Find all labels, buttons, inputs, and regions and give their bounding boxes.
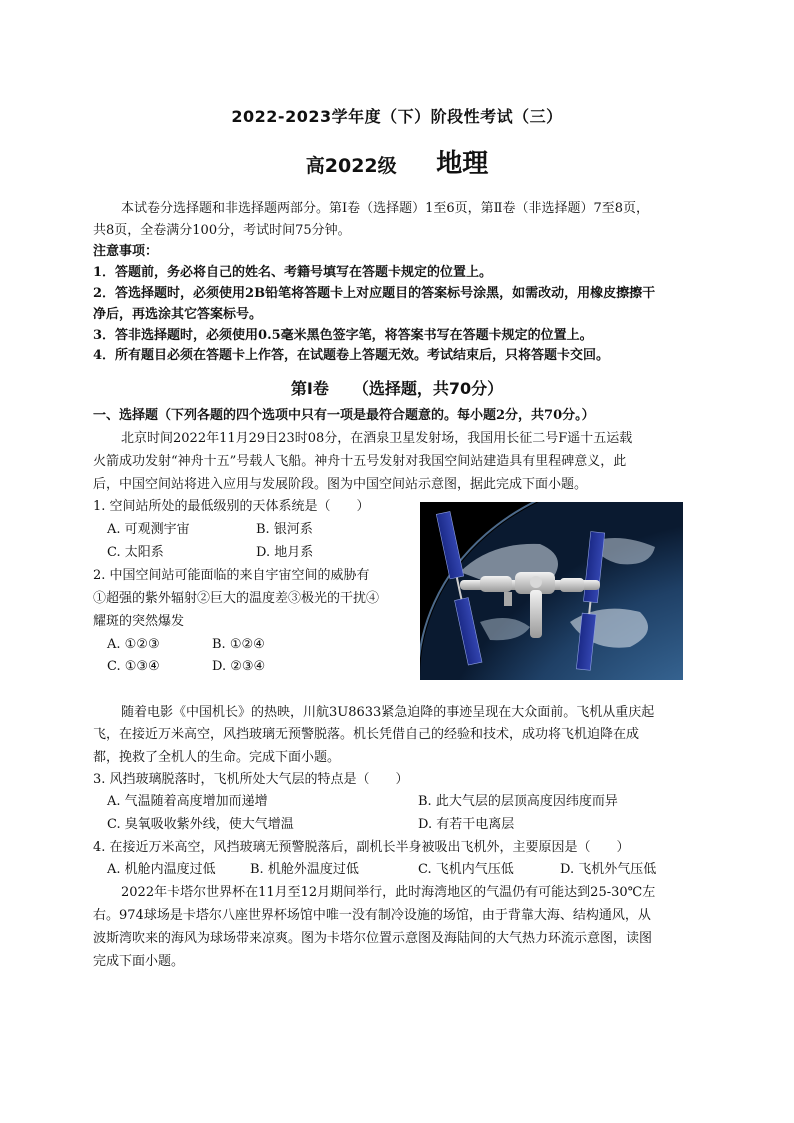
section-instructions: 一、选择题（下列各题的四个选项中只有一项是最符合题意的。每小题2分，共70分。） [93,408,595,423]
q4-option-c: C. 飞机内气压低 [418,862,514,877]
q2-stem: 2. 中国空间站可能面临的来自宇宙空间的威胁有 [93,568,370,583]
notes-item-2b: 净后，再选涂其它答案标号。 [93,307,263,322]
passage2-line-3: 都，挽救了全机人的生命。完成下面小题。 [93,750,341,765]
q3-option-c: C. 臭氧吸收紫外线，使大气增温 [107,817,294,832]
notes-item-2a: 2．答选择题时，必须使用2B铅笔将答题卡上对应题目的答案标号涂黑，如需改动，用橡皮擦擦干 [93,286,656,301]
passage1-line-2: 火箭成功发射“神舟十五”号载人飞船。神舟十五号发射对我国空间站建造具有里程碑意义，此 [93,454,627,469]
notes-item-4: 4．所有题目必须在答题卡上作答，在试题卷上答题无效。考试结束后，只将答题卡交回。 [93,348,610,363]
passage3-line-2: 右。974球场是卡塔尔八座世界杯场馆中唯一没有制冷设施的场馆，由于背靠大海、结构通风，从 [93,908,651,923]
q3-option-d: D. 有若干电离层 [418,817,515,832]
intro-line-2: 共8页，全卷满分100分，考试时间75分钟。 [93,223,351,238]
q2-option-b: B. ①②④ [212,637,265,652]
q2-line-3: 耀斑的突然爆发 [93,614,185,629]
q4-option-b: B. 机舱外温度过低 [250,862,359,877]
q3-option-b: B. 此大气层的层顶高度因纬度而异 [418,794,618,809]
exam-subtitle [0,143,794,180]
passage2-line-2: 飞，在接近万米高空，风挡玻璃无预警脱落。机长凭借自己的经验和技术，成功将飞机迫降在成 [93,727,640,742]
passage3-line-1: 2022年卡塔尔世界杯在11月至12月期间举行，此时海湾地区的气温仍有可能达到25-30℃左 [121,885,656,900]
passage1-line-1: 北京时间2022年11月29日23时08分，在酒泉卫星发射场，我国用长征二号F遥十五运载 [121,431,633,446]
passage1-line-3: 后，中国空间站将进入应用与发展阶段。图为中国空间站示意图，据此完成下面小题。 [93,477,588,492]
q3-stem: 3. 风挡玻璃脱落时，飞机所处大气层的特点是（ ） [93,772,409,787]
q4-option-d: D. 飞机外气压低 [560,862,657,877]
intro-line-1: 本试卷分选择题和非选择题两部分。第Ⅰ卷（选择题）1至6页，第Ⅱ卷（非选择题）7至8页， [121,201,650,216]
section-title: 第Ⅰ卷 （选择题，共70分） [290,379,504,398]
passage3-line-4: 完成下面小题。 [93,954,185,969]
q2-option-d: D. ②③④ [212,659,266,674]
q1-stem: 1. 空间站所处的最低级别的天体系统是（ ） [93,499,370,514]
space-station-photo [420,502,683,680]
exam-title: 2022-2023学年度（下）阶段性考试（三） [231,107,563,126]
notes-heading: 注意事项： [93,244,159,259]
q1-option-d: D. 地月系 [256,545,314,560]
passage3-line-3: 波斯湾吹来的海风为球场带来凉爽。图为卡塔尔位置示意图及海陆间的大气热力环流示意图，读图 [93,931,653,946]
q4-stem: 4. 在接近万米高空，风挡玻璃无预警脱落后，副机长半身被吸出飞机外，主要原因是（ ） [93,840,630,855]
grade-label: 高2022级 [305,155,397,177]
q2-option-c: C. ①③④ [107,659,160,674]
notes-item-3: 3．答非选择题时，必须使用0.5毫米黑色签字笔，将答案书写在答题卡规定的位置上。 [93,328,593,343]
subject-label: 地理 [436,149,489,179]
space-station-icon [420,502,683,680]
q1-option-c: C. 太阳系 [107,545,164,560]
q1-option-a: A. 可观测宇宙 [107,522,190,537]
notes-item-1: 1．答题前，务必将自己的姓名、考籍号填写在答题卡规定的位置上。 [93,265,493,280]
q2-option-a: A. ①②③ [107,637,160,652]
q4-option-a: A. 机舱内温度过低 [107,862,216,877]
q2-line-2: ①超强的紫外辐射②巨大的温度差③极光的干扰④ [93,591,380,606]
q3-option-a: A. 气温随着高度增加而递增 [107,794,268,809]
passage2-line-1: 随着电影《中国机长》的热映，川航3U8633紧急迫降的事迹呈现在大众面前。飞机从重庆起 [121,705,655,720]
q1-option-b: B. 银河系 [256,522,313,537]
